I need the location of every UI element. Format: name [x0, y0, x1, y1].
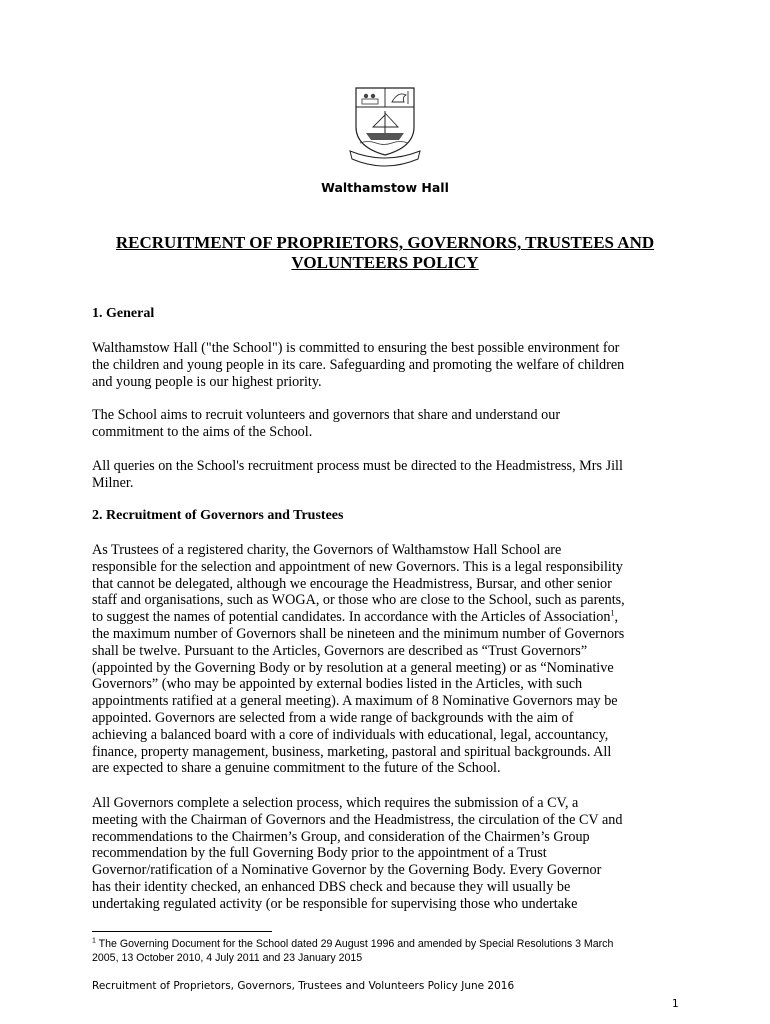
text-line: finance, property management, business, marketing, pastoral and spiritual backgrounds. All [92, 743, 612, 760]
recruitment-paragraph-2 [92, 795, 692, 913]
school-name: Walthamstow Hall [321, 180, 449, 195]
text-line: Milner. [92, 474, 134, 491]
general-paragraph-1 [92, 340, 692, 390]
text-line: recommendations to the Chairmen’s Group, and consideration of the Chairmen’s Group [92, 828, 590, 845]
text-line: As Trustees of a registered charity, the Governors of Walthamstow Hall School are [92, 542, 562, 558]
text-line: All Governors complete a selection process, which requires the submission of a CV, a [92, 795, 579, 811]
text-line: are expected to share a genuine commitment to the future of the School. [92, 760, 501, 777]
text-line: Governors” (who may be appointed by external bodies listed in the Articles, with such [92, 676, 583, 693]
text-line: appointed. Governors are selected from a wide range of backgrounds with the aim of [92, 709, 574, 726]
page-number: 1 [672, 998, 679, 1010]
text-line: staff and organisations, such as WOGA, or those who are close to the School, such as parents, [92, 592, 625, 609]
footnote-text: The Governing Document for the School dated 29 August 1996 and amended by Special Resolutions 3 March [95, 938, 614, 950]
footnote-line [92, 937, 692, 951]
text-line: that cannot be delegated, although we encourage the Headmistress, Bursar, and other senior [92, 575, 612, 592]
text-line: (appointed by the Governing Body or by resolution at a general meeting) or as “Nominative [92, 659, 614, 676]
text-line: Walthamstow Hall ("the School") is committed to ensuring the best possible environment for [92, 340, 620, 356]
text-line: the children and young people in its care. Safeguarding and promoting the welfare of children [92, 356, 625, 373]
text-line-with-footnote [92, 609, 692, 626]
text-line: undertaking regulated activity (or be responsible for supervising those who undertake [92, 895, 578, 912]
text-line: Governor/ratification of a Nominative Governor by the Governing Body. Every Governor [92, 862, 602, 879]
text-line: meeting with the Chairman of Governors and the Headmistress, the circulation of the CV and [92, 811, 623, 828]
text-line: shall be twelve. Pursuant to the Articles, Governors are described as “Trust Governors” [92, 642, 588, 659]
text-line: has their identity checked, an enhanced DBS check and because they will usually be [92, 878, 571, 895]
text-line: and young people is our highest priority. [92, 373, 322, 390]
footnote [92, 937, 692, 965]
text-line: responsible for the selection and appointment of new Governors. This is a legal responsibility [92, 558, 623, 575]
recruitment-paragraph-1 [92, 542, 692, 777]
footnote-divider [92, 931, 272, 932]
policy-title-line-2: VOLUNTEERS POLICY [291, 252, 479, 272]
general-paragraph-2 [92, 407, 692, 441]
footnote-reference: 1 [610, 608, 615, 618]
text-line: All queries on the School's recruitment process must be directed to the Headmistress, Mrs Jill [92, 458, 623, 474]
text-segment: , [614, 609, 619, 626]
general-paragraph-3 [92, 458, 692, 492]
text-line: achieving a balanced board with a core of individuals with educational, legal, accountancy, [92, 726, 609, 743]
policy-title-line-1: RECRUITMENT OF PROPRIETORS, GOVERNORS, TRUSTEES AND [115, 233, 655, 252]
school-crest-logo [346, 85, 424, 167]
text-line: The School aims to recruit volunteers and governors that share and understand our [92, 407, 561, 423]
section-heading-general: 1. General [92, 306, 155, 321]
footnote-marker: 1 [92, 937, 96, 945]
text-line: recommendation by the full Governing Body prior to the appointment of a Trust [92, 845, 547, 862]
text-line: appointments ratified at a general meeting). A maximum of 8 Nominative Governors may be [92, 693, 618, 710]
page-footer: Recruitment of Proprietors, Governors, Trustees and Volunteers Policy June 2016 [92, 980, 515, 992]
policy-title [84, 233, 686, 272]
text-line: commitment to the aims of the School. [92, 423, 313, 440]
text-segment: to suggest the names of potential candidates. In accordance with the Articles of Association [92, 609, 611, 626]
section-heading-recruitment: 2. Recruitment of Governors and Trustees [92, 508, 344, 523]
footnote-line: 2005, 13 October 2010, 4 July 2011 and 23 January 2015 [92, 952, 363, 964]
text-line: the maximum number of Governors shall be nineteen and the minimum number of Governors [92, 625, 625, 642]
